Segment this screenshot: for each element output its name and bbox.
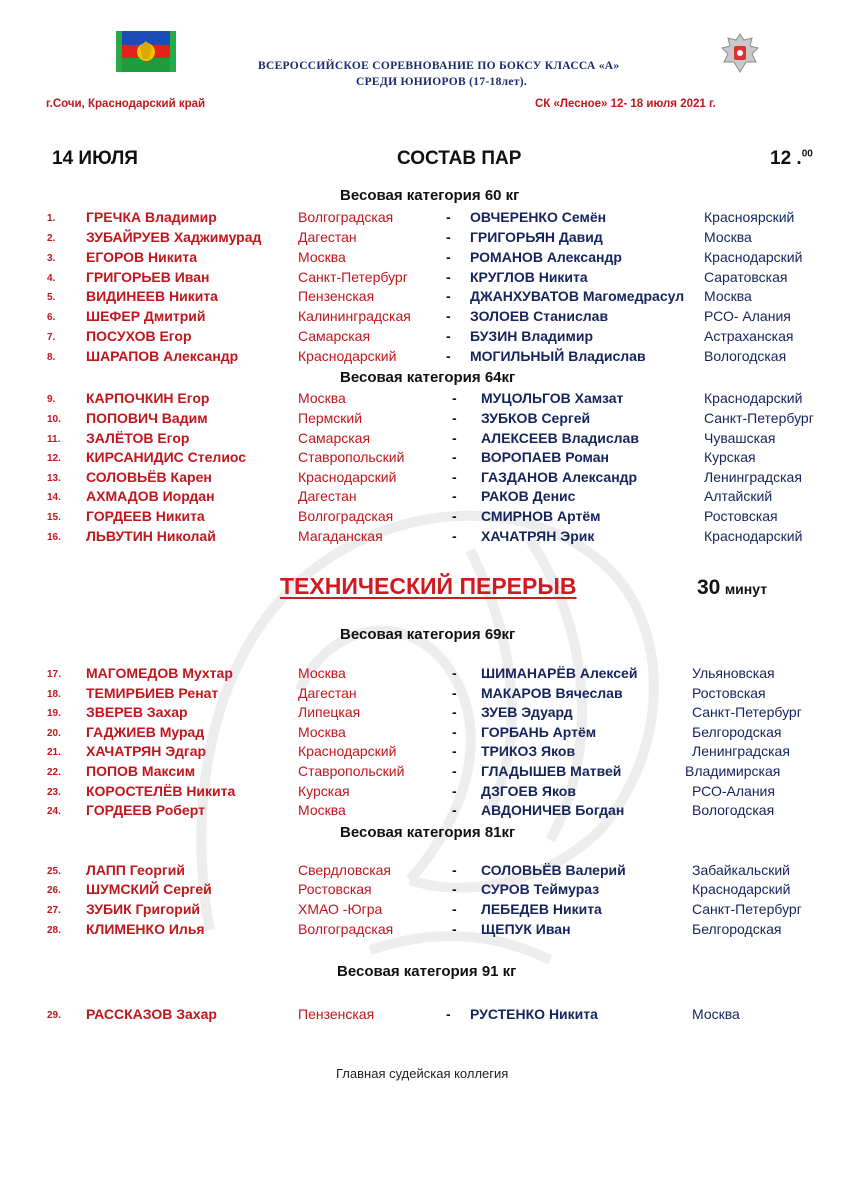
red-corner-region: Москва [298, 724, 346, 740]
blue-corner-region: Белгородская [692, 724, 782, 740]
pair-number: 28. [47, 925, 61, 936]
pair-number: 14. [47, 492, 61, 503]
blue-corner-boxer: МОГИЛЬНЫЙ Владислав [470, 348, 646, 364]
blue-corner-boxer: АЛЕКСЕЕВ Владислав [481, 430, 639, 446]
event-location: г.Сочи, Краснодарский край [46, 98, 206, 110]
red-corner-region: ХМАО -Югра [298, 901, 383, 917]
event-title-line2: СРЕДИ ЮНИОРОВ (17-18лет). [356, 76, 528, 88]
pair-separator: - [452, 508, 457, 524]
red-corner-boxer: ЗУБАЙРУЕВ Хаджимурад [86, 229, 262, 245]
break-duration [697, 576, 767, 600]
pair-number: 25. [47, 866, 61, 877]
red-corner-region: Свердловская [298, 862, 392, 878]
red-corner-region: Краснодарский [298, 469, 397, 485]
blue-corner-region: Москва [704, 288, 752, 304]
blue-corner-region: Москва [692, 1006, 740, 1022]
pair-number: 21. [47, 747, 61, 758]
blue-corner-boxer: СУРОВ Теймураз [481, 881, 600, 897]
break-duration-value: 30 [697, 576, 721, 599]
red-corner-region: Ставропольский [298, 449, 405, 465]
red-corner-region: Ставропольский [298, 763, 405, 779]
pair-separator: - [446, 348, 451, 364]
pair-number: 17. [47, 669, 61, 680]
red-corner-boxer: ГРИГОРЬЕВ Иван [86, 269, 210, 285]
chief-judges-footer: Главная судейская коллегия [336, 1066, 509, 1081]
pair-separator: - [452, 528, 457, 544]
red-corner-boxer: ЛАПП Георгий [86, 862, 185, 878]
pair-separator: - [452, 743, 457, 759]
blue-corner-boxer: ГОРБАНЬ Артём [481, 724, 597, 740]
technical-break-title: ТЕХНИЧЕСКИЙ ПЕРЕРЫВ [280, 573, 577, 599]
pair-separator: - [452, 390, 457, 406]
break-duration-unit: минут [724, 581, 768, 597]
red-corner-region: Дагестан [298, 685, 357, 701]
event-venue: СК «Лесное» 12- 18 июля 2021 г. [535, 98, 716, 110]
red-corner-boxer: ШАРАПОВ Александр [86, 348, 239, 364]
red-corner-boxer: ЗАЛЁТОВ Егор [86, 430, 190, 446]
blue-corner-region: Краснодарский [704, 390, 803, 406]
ministry-emblem-icon [718, 32, 762, 74]
blue-corner-region: Владимирская [685, 763, 781, 779]
blue-corner-boxer: ШИМАНАРЁВ Алексей [481, 665, 638, 681]
red-corner-boxer: КОРОСТЕЛЁВ Никита [86, 783, 236, 799]
pair-number: 24. [47, 806, 61, 817]
blue-corner-region: Санкт-Петербург [692, 901, 802, 917]
blue-corner-region: Красноярский [704, 209, 795, 225]
pair-number: 20. [47, 728, 61, 739]
red-corner-region: Самарская [298, 328, 371, 344]
pair-separator: - [452, 783, 457, 799]
red-corner-boxer: КАРПОЧКИН Егор [86, 390, 210, 406]
red-corner-boxer: АХМАДОВ Иордан [86, 488, 215, 504]
blue-corner-region: Саратовская [704, 269, 788, 285]
red-corner-boxer: КЛИМЕНКО Илья [86, 921, 205, 937]
red-corner-region: Волгоградская [298, 209, 394, 225]
weight-category-heading: Весовая категория 91 кг [337, 963, 517, 980]
red-corner-boxer: ПОСУХОВ Егор [86, 328, 192, 344]
pair-number: 15. [47, 512, 61, 523]
red-corner-boxer: ЕГОРОВ Никита [86, 249, 197, 265]
pair-number: 19. [47, 708, 61, 719]
event-title-line1: ВСЕРОССИЙСКОЕ СОРЕВНОВАНИЕ ПО БОКСУ КЛАССА «А» [258, 60, 620, 72]
blue-corner-region: Санкт-Петербург [704, 410, 814, 426]
blue-corner-region: Курская [704, 449, 756, 465]
blue-corner-region: РСО-Алания [692, 783, 775, 799]
blue-corner-boxer: ОВЧЕРЕНКО Семён [470, 209, 607, 225]
pair-number: 9. [47, 394, 56, 405]
blue-corner-region: Вологодская [692, 802, 775, 818]
red-corner-region: Пермский [298, 410, 363, 426]
red-corner-boxer: ХАЧАТРЯН Эдгар [86, 743, 207, 759]
red-corner-region: Ростовская [298, 881, 372, 897]
red-corner-boxer: ТЕМИРБИЕВ Ренат [86, 685, 219, 701]
red-corner-region: Волгоградская [298, 921, 394, 937]
krasnodar-flag-icon [116, 31, 176, 72]
red-corner-region: Москва [298, 802, 346, 818]
blue-corner-region: Ростовская [704, 508, 778, 524]
pair-separator: - [452, 685, 457, 701]
blue-corner-boxer: ЗУБКОВ Сергей [481, 410, 591, 426]
blue-corner-boxer: ЗОЛОЕВ Станислав [470, 308, 609, 324]
blue-corner-boxer: ДЗГОЕВ Яков [481, 783, 576, 799]
blue-corner-boxer: МУЦОЛЬГОВ Хамзат [481, 390, 624, 406]
blue-corner-boxer: КРУГЛОВ Никита [470, 269, 588, 285]
pair-separator: - [452, 488, 457, 504]
blue-corner-region: Краснодарский [704, 528, 803, 544]
red-corner-boxer: ВИДИНЕЕВ Никита [86, 288, 218, 304]
weight-category-heading: Весовая категория 69кг [340, 626, 516, 643]
red-corner-boxer: ГАДЖИЕВ Мурад [86, 724, 205, 740]
red-corner-boxer: СОЛОВЬЁВ Карен [86, 469, 212, 485]
start-time-hour: 12 . [770, 148, 802, 169]
red-corner-region: Москва [298, 665, 346, 681]
blue-corner-boxer: ГЛАДЫШЕВ Матвей [481, 763, 622, 779]
red-corner-boxer: МАГОМЕДОВ Мухтар [86, 665, 233, 681]
blue-corner-region: Москва [704, 229, 752, 245]
red-corner-boxer: ПОПОВ Максим [86, 763, 196, 779]
blue-corner-region: Краснодарский [692, 881, 791, 897]
pair-number: 23. [47, 787, 61, 798]
blue-corner-boxer: ГАЗДАНОВ Александр [481, 469, 638, 485]
blue-corner-boxer: РОМАНОВ Александр [470, 249, 622, 265]
red-corner-boxer: ПОПОВИЧ Вадим [86, 410, 208, 426]
pair-number: 29. [47, 1010, 61, 1021]
blue-corner-region: Санкт-Петербург [692, 704, 802, 720]
pair-separator: - [452, 921, 457, 937]
pair-number: 7. [47, 332, 56, 343]
pair-separator: - [446, 209, 451, 225]
red-corner-region: Липецкая [298, 704, 361, 720]
blue-corner-boxer: ЩЕПУК Иван [481, 921, 571, 937]
blue-corner-boxer: ГРИГОРЬЯН Давид [470, 229, 603, 245]
red-corner-region: Краснодарский [298, 348, 397, 364]
pair-number: 10. [47, 414, 61, 425]
pair-number: 2. [47, 233, 56, 244]
red-corner-boxer: ГРЕЧКА Владимир [86, 209, 217, 225]
red-corner-boxer: КИРСАНИДИС Стелиос [86, 449, 247, 465]
pair-separator: - [452, 704, 457, 720]
red-corner-region: Магаданская [298, 528, 383, 544]
weight-category-heading: Весовая категория 60 кг [340, 187, 520, 204]
red-corner-boxer: ЗВЕРЕВ Захар [86, 704, 188, 720]
red-corner-region: Краснодарский [298, 743, 397, 759]
blue-corner-boxer: РУСТЕНКО Никита [470, 1006, 598, 1022]
red-corner-region: Дагестан [298, 488, 357, 504]
blue-corner-boxer: ЛЕБЕДЕВ Никита [481, 901, 602, 917]
pair-number: 5. [47, 292, 56, 303]
pair-separator: - [452, 901, 457, 917]
pair-separator: - [446, 269, 451, 285]
blue-corner-boxer: ТРИКОЗ Яков [481, 743, 576, 759]
pair-separator: - [446, 308, 451, 324]
blue-corner-boxer: МАКАРОВ Вячеслав [481, 685, 623, 701]
red-corner-region: Курская [298, 783, 350, 799]
red-corner-region: Пензенская [298, 288, 375, 304]
red-corner-region: Калининградская [298, 308, 411, 324]
pair-separator: - [452, 862, 457, 878]
blue-corner-boxer: ЗУЕВ Эдуард [481, 704, 573, 720]
blue-corner-region: Ленинградская [704, 469, 802, 485]
red-corner-boxer: ГОРДЕЕВ Никита [86, 508, 205, 524]
weight-category-heading: Весовая категория 81кг [340, 824, 516, 841]
weight-category-heading: Весовая категория 64кг [340, 369, 516, 386]
pair-separator: - [452, 763, 457, 779]
blue-corner-boxer: БУЗИН Владимир [470, 328, 594, 344]
pair-number: 26. [47, 885, 61, 896]
red-corner-region: Волгоградская [298, 508, 394, 524]
blue-corner-boxer: РАКОВ Денис [481, 488, 576, 504]
pair-number: 12. [47, 453, 61, 464]
blue-corner-region: Ленинградская [692, 743, 790, 759]
blue-corner-region: Краснодарский [704, 249, 803, 265]
red-corner-boxer: ШУМСКИЙ Сергей [86, 881, 212, 897]
blue-corner-region: Алтайский [704, 488, 773, 504]
pair-number: 1. [47, 213, 56, 224]
blue-corner-boxer: ВОРОПАЕВ Роман [481, 449, 609, 465]
pair-separator: - [452, 802, 457, 818]
blue-corner-region: Ростовская [692, 685, 766, 701]
blue-corner-boxer: СМИРНОВ Артём [481, 508, 601, 524]
blue-corner-region: РСО- Алания [704, 308, 791, 324]
pair-separator: - [446, 249, 451, 265]
red-corner-region: Самарская [298, 430, 371, 446]
red-corner-region: Пензенская [298, 1006, 375, 1022]
blue-corner-region: Астраханская [704, 328, 794, 344]
red-corner-boxer: ГОРДЕЕВ Роберт [86, 802, 205, 818]
pair-number: 27. [47, 905, 61, 916]
page-title: СОСТАВ ПАР [397, 148, 522, 169]
pair-number: 18. [47, 689, 61, 700]
red-corner-boxer: ЗУБИК Григорий [86, 901, 201, 917]
competition-date: 14 ИЮЛЯ [52, 148, 138, 169]
pair-separator: - [452, 410, 457, 426]
blue-corner-region: Чувашская [704, 430, 776, 446]
blue-corner-region: Белгородская [692, 921, 782, 937]
blue-corner-boxer: ХАЧАТРЯН Эрик [481, 528, 595, 544]
pair-number: 16. [47, 532, 61, 543]
pair-separator: - [446, 288, 451, 304]
blue-corner-region: Вологодская [704, 348, 787, 364]
pair-separator: - [452, 449, 457, 465]
boxing-glove-watermark [170, 430, 690, 990]
red-corner-region: Дагестан [298, 229, 357, 245]
start-time-minutes: 00 [801, 148, 813, 160]
pair-number: 8. [47, 352, 56, 363]
red-corner-boxer: РАССКАЗОВ Захар [86, 1006, 217, 1022]
red-corner-region: Москва [298, 249, 346, 265]
pair-separator: - [452, 665, 457, 681]
blue-corner-boxer: ДЖАНХУВАТОВ Магомедрасул [470, 288, 685, 304]
pair-number: 6. [47, 312, 56, 323]
red-corner-region: Санкт-Петербург [298, 269, 408, 285]
red-corner-boxer: ШЕФЕР Дмитрий [86, 308, 206, 324]
blue-corner-region: Забайкальский [692, 862, 790, 878]
blue-corner-region: Ульяновская [692, 665, 775, 681]
pair-number: 11. [47, 434, 61, 445]
pair-separator: - [446, 229, 451, 245]
pair-separator: - [452, 430, 457, 446]
pair-separator: - [452, 469, 457, 485]
pair-number: 22. [47, 767, 61, 778]
pair-separator: - [452, 724, 457, 740]
blue-corner-boxer: СОЛОВЬЁВ Валерий [481, 862, 626, 878]
pair-separator: - [446, 1006, 451, 1022]
pair-separator: - [446, 328, 451, 344]
pair-number: 4. [47, 273, 56, 284]
start-time [770, 148, 813, 170]
pair-number: 13. [47, 473, 61, 484]
blue-corner-boxer: АВДОНИЧЕВ Богдан [481, 802, 625, 818]
pair-separator: - [452, 881, 457, 897]
red-corner-boxer: ЛЬВУТИН Николай [86, 528, 216, 544]
pair-number: 3. [47, 253, 56, 264]
red-corner-region: Москва [298, 390, 346, 406]
